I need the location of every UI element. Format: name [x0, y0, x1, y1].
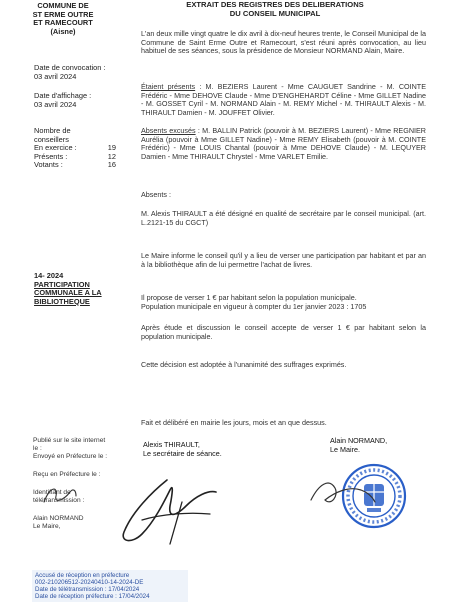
- receipt-line4: Date de réception préfecture : 17/04/2024: [35, 593, 150, 600]
- commune-header: [20, 2, 106, 36]
- deliberation-p2b: Population municipale en vigueur à compter du 1er janvier 2023 : 1705: [141, 301, 367, 311]
- deliberation-title-line2: COMMUNALE A LA: [34, 288, 102, 298]
- dates-block: [34, 64, 144, 109]
- deliberation-p3: Après étude et discussion le conseil accepte de verser 1 € par habitant selon la population municipale.: [141, 323, 426, 341]
- count-label: En exercice :: [34, 143, 77, 153]
- secretary-signature-block: [143, 441, 263, 458]
- secretary-handwritten-signature: [112, 462, 242, 552]
- publication-sign-name: Alain NORMAND: [33, 515, 84, 522]
- excuses-text: : M. BALLIN Patrick (pouvoir à M. BEZIERS Laurent) - Mme REGNIER Aurélia (pouvoir à Mme GILLET Nadine) - Mme REMY Elisabeth (pouvoir à M. COINTE Frédéric) - Mme LOUIS Chantal (pouvoir à Mme DEHOVE Claude) - M. LEQUYER Damien - Mme THIRAULT Chrystel - Mme VARLET Emilie.: [141, 126, 426, 161]
- closing-line: Fait et délibéré en mairie les jours, mois et an que dessus.: [141, 418, 327, 427]
- presents-text: : M. BEZIERS Laurent - Mme CAUGUET Sandrine - M. COINTE Frédéric - Mme DEHOVE Claude - Mme D'ENGHEHARDT Céline - Mme GILLET Nadine - M. GOSSET Cyril - M. NORMAND Alain - M. REMY Michel - M. THIRAULT Alexis - M. THIRAULT Damien - M. JOUFFET Olivier.: [141, 82, 426, 117]
- mayor-name: Alain NORMAND,: [330, 436, 388, 445]
- convocation-value: 03 avril 2024: [34, 71, 77, 81]
- count-value: 12: [107, 151, 116, 161]
- count-row: [34, 161, 124, 170]
- convocation-label: Date de convocation :: [34, 63, 106, 72]
- presents-label: Étaient présents: [141, 82, 196, 91]
- count-value: 19: [107, 143, 116, 153]
- deliberation-p1: Le Maire informe le conseil qu'il y a lieu de verser une participation par habitant et par an à la bibliothèque afin de lui permettre l'achat de livres.: [141, 251, 426, 269]
- publication-line4: Reçu en Préfecture le :: [33, 471, 101, 478]
- conseillers-title2: conseillers: [34, 134, 69, 144]
- affichage-value: 03 avril 2024: [34, 99, 77, 109]
- excuses-paragraph: [141, 127, 426, 161]
- receipt-line2: 002-210206512-20240410-14-2024-DE: [35, 579, 144, 586]
- deliberation-p4: Cette décision est adoptée à l'unanimité des suffrages exprimés.: [141, 360, 347, 369]
- secretaire-paragraph: M. Alexis THIRAULT a été désigné en qualité de secrétaire par le conseil municipal. (art. L.2121-15 du CGCT): [141, 209, 426, 227]
- receipt-line1: Accusé de réception en préfecture: [35, 572, 130, 579]
- count-value: 16: [107, 160, 116, 170]
- secretary-role: Le secrétaire de séance.: [143, 448, 222, 458]
- publication-line6: télétransmission :: [33, 497, 85, 504]
- presents-paragraph: [141, 83, 426, 117]
- absents-label: Absents :: [141, 190, 171, 199]
- commune-line3: ET RAMECOURT: [33, 18, 93, 28]
- absents-paragraph: [141, 191, 426, 200]
- receipt-line3: Date de télétransmission : 17/04/2024: [35, 586, 140, 593]
- secretary-name: Alexis THIRAULT,: [143, 440, 200, 449]
- deliberation-title-line3: BIBLIOTHEQUE: [34, 296, 90, 306]
- affichage-label: Date d'affichage :: [34, 91, 92, 101]
- excuses-label: Absents excusés: [141, 126, 196, 135]
- conseillers-block: [34, 127, 124, 170]
- publication-line1: Publié sur le site internet: [33, 437, 106, 444]
- deliberation-number: 14- 2024: [34, 271, 64, 280]
- document-title: [150, 0, 400, 18]
- mayor-role: Le Maire.: [330, 444, 360, 454]
- commune-line4: (Aisne): [50, 26, 76, 36]
- prefecture-receipt-box: [32, 570, 188, 602]
- publication-line5: Identifiant de: [33, 489, 71, 496]
- deliberation-title-line1: PARTICIPATION: [34, 279, 90, 289]
- publication-line3: Envoyé en Préfecture le :: [33, 453, 108, 460]
- commune-line2: ST ERME OUTRE: [32, 9, 94, 19]
- deliberation-heading: [34, 272, 134, 306]
- publication-line2: le :: [33, 445, 42, 452]
- count-label: Présents :: [34, 151, 68, 161]
- count-label: Votants :: [34, 160, 63, 170]
- publication-sign-role: Le Maire,: [33, 523, 61, 530]
- commune-line1: COMMUNE DE: [37, 1, 89, 10]
- mayor-signature-block: [330, 437, 430, 454]
- publication-handwritten-signature: [40, 482, 80, 508]
- title-line1: EXTRAIT DES REGISTRES DES DELIBERATIONS: [186, 0, 364, 9]
- intro-paragraph: L'an deux mille vingt quatre le dix avril à dix-neuf heures trente, le Conseil Municipal de la Commune de Saint Erme Outre et Ramecourt, s'est réuni après convocation, au lieu habituel de ses séances, sous la présidence de Monsieur NORMAND Alain, Maire.: [141, 29, 426, 55]
- conseillers-title1: Nombre de: [34, 126, 71, 135]
- mayor-handwritten-signature: [305, 470, 380, 515]
- deliberation-p2: [141, 294, 426, 311]
- title-line2: DU CONSEIL MUNICIPAL: [229, 9, 321, 18]
- deliberation-p2a: Il propose de verser 1 € par habitant selon la population municipale.: [141, 293, 357, 302]
